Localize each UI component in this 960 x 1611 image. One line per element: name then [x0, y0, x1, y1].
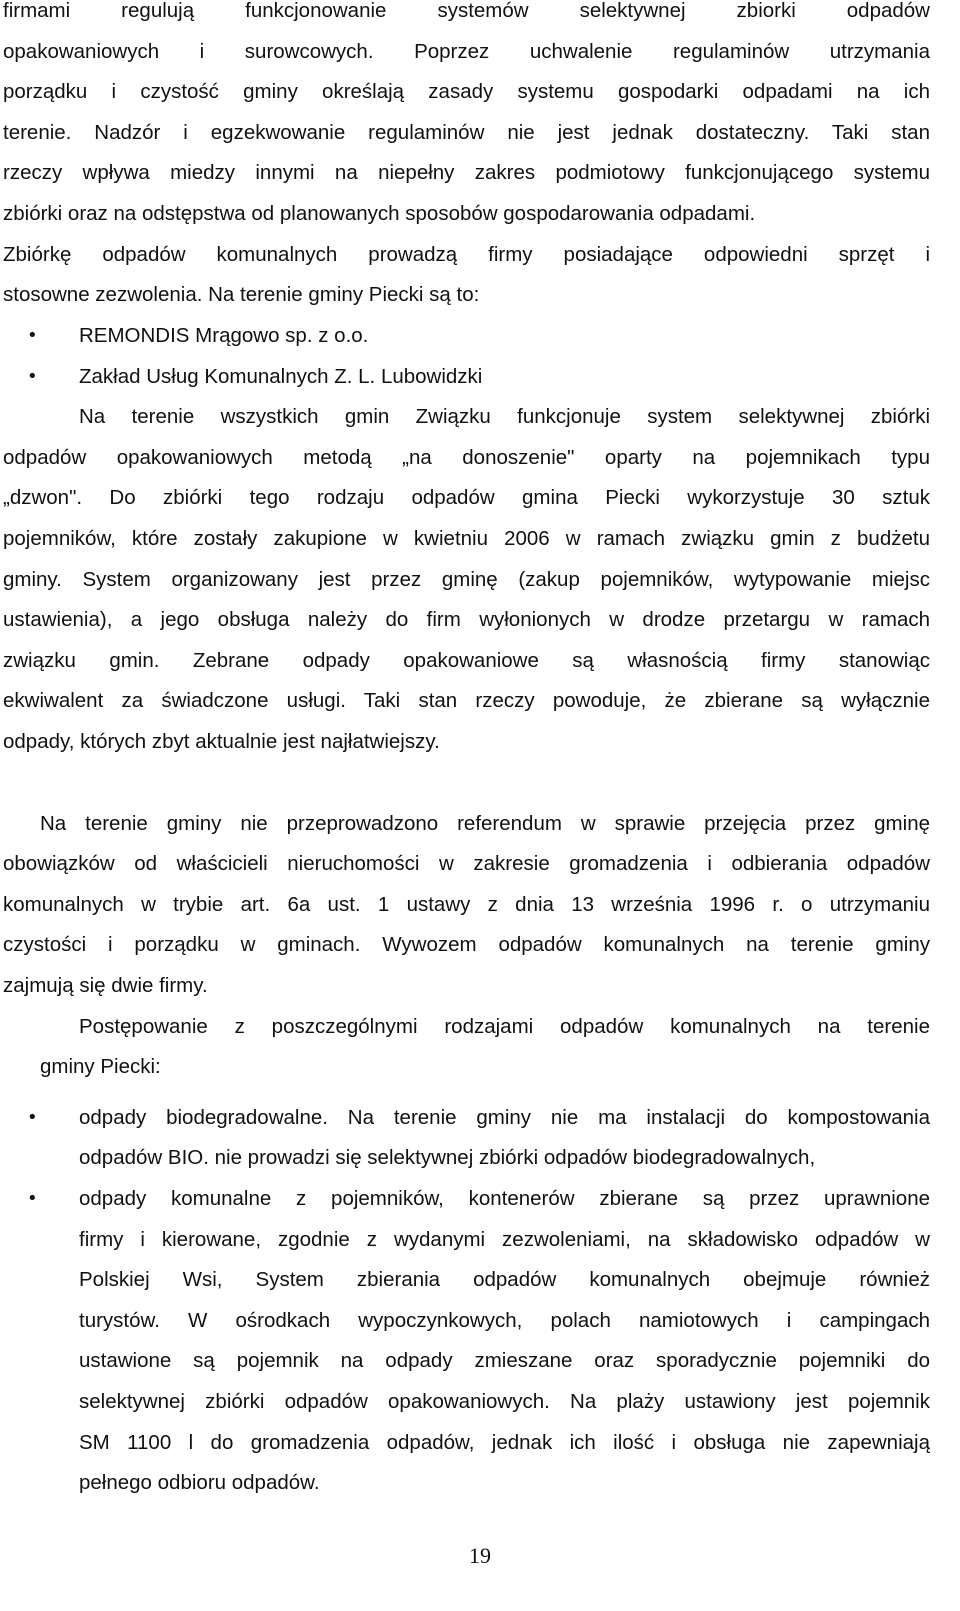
text-line: czystości i porządku w gminach. Wywozem odpadów komunalnych na terenie gminy [3, 933, 930, 956]
text-line: gminy. System organizowany jest przez gminę (zakup pojemników, wytypowanie miejsc [3, 568, 930, 591]
text-line: rzeczy wpływa miedzy innymi na niepełny zakres podmiotowy funkcjonującego systemu [3, 161, 930, 184]
page-number: 19 [469, 1543, 491, 1568]
text-line: gminy Piecki: [40, 1055, 161, 1078]
text-line: turystów. W ośrodkach wypoczynkowych, polach namiotowych i campingach [79, 1309, 930, 1332]
text-line: odpady biodegradowalne. Na terenie gminy nie ma instalacji do kompostowania [79, 1106, 930, 1129]
text-line: pełnego odbioru odpadów. [79, 1471, 320, 1494]
text-line: odpady komunalne z pojemników, kontenerów zbierane są przez uprawnione [79, 1187, 930, 1210]
bullet-icon: • [27, 366, 38, 387]
text-line: związku gmin. Zebrane odpady opakowaniowe są własnością firmy stanowiąc [3, 649, 930, 672]
text-line: ustawione są pojemnik na odpady zmieszane oraz sporadycznie pojemniki do [79, 1349, 930, 1372]
text-line: Na terenie gminy nie przeprowadzono referendum w sprawie przejęcia przez gminę [40, 812, 930, 835]
text-line: Zbiórkę odpadów komunalnych prowadzą firmy posiadające odpowiedni sprzęt i [3, 243, 930, 266]
text-line: Polskiej Wsi, System zbierania odpadów komunalnych obejmuje również [79, 1268, 930, 1291]
text-line: odpady, których zbyt aktualnie jest najłatwiejszy. [3, 730, 440, 753]
text-line: stosowne zezwolenia. Na terenie gminy Piecki są to: [3, 283, 480, 306]
list-item-text: Zakład Usług Komunalnych Z. L. Lubowidzki [79, 365, 483, 388]
text-line: komunalnych w trybie art. 6a ust. 1 ustawy z dnia 13 września 1996 r. o utrzymaniu [3, 893, 930, 916]
bullet-icon: • [27, 1188, 38, 1209]
text-line: ekwiwalent za świadczone usługi. Taki stan rzeczy powoduje, że zbierane są wyłącznie [3, 689, 930, 712]
text-line: terenie. Nadzór i egzekwowanie regulaminów nie jest jednak dostateczny. Taki stan [3, 121, 930, 144]
bullet-icon: • [27, 1107, 38, 1128]
text-line: odpadów BIO. nie prowadzi się selektywnej zbiórki odpadów biodegradowalnych, [79, 1146, 816, 1169]
text-line: ustawienia), a jego obsługa należy do firm wyłonionych w drodze przetargu w ramach [3, 608, 930, 631]
text-line: Na terenie wszystkich gmin Związku funkcjonuje system selektywnej zbiórki [79, 405, 930, 428]
text-line: obowiązków od właścicieli nieruchomości w zakresie gromadzenia i odbierania odpadów [3, 852, 930, 875]
text-line: Postępowanie z poszczególnymi rodzajami odpadów komunalnych na terenie [79, 1015, 930, 1038]
text-line: „dzwon". Do zbiórki tego rodzaju odpadów gmina Piecki wykorzystuje 30 sztuk [3, 486, 930, 509]
text-line: zajmują się dwie firmy. [3, 974, 208, 997]
bullet-icon: • [27, 325, 38, 346]
text-line: firmami regulują funkcjonowanie systemów selektywnej zbiorki odpadów [3, 0, 930, 22]
text-line: odpadów opakowaniowych metodą „na donoszenie" oparty na pojemnikach typu [3, 446, 930, 469]
text-line: opakowaniowych i surowcowych. Poprzez uchwalenie regulaminów utrzymania [3, 40, 930, 63]
text-line: porządku i czystość gminy określają zasady systemu gospodarki odpadami na ich [3, 80, 930, 103]
text-line: SM 1100 l do gromadzenia odpadów, jednak ich ilość i obsługa nie zapewniają [79, 1431, 930, 1454]
list-item-text: REMONDIS Mrągowo sp. z o.o. [79, 324, 369, 347]
text-line: selektywnej zbiórki odpadów opakowaniowych. Na plaży ustawiony jest pojemnik [79, 1390, 930, 1413]
text-line: zbiórki oraz na odstępstwa od planowanych sposobów gospodarowania odpadami. [3, 202, 756, 225]
text-line: firmy i kierowane, zgodnie z wydanymi zezwoleniami, na składowisko odpadów w [79, 1228, 930, 1251]
text-line: pojemników, które zostały zakupione w kwietniu 2006 w ramach związku gmin z budżetu [3, 527, 930, 550]
